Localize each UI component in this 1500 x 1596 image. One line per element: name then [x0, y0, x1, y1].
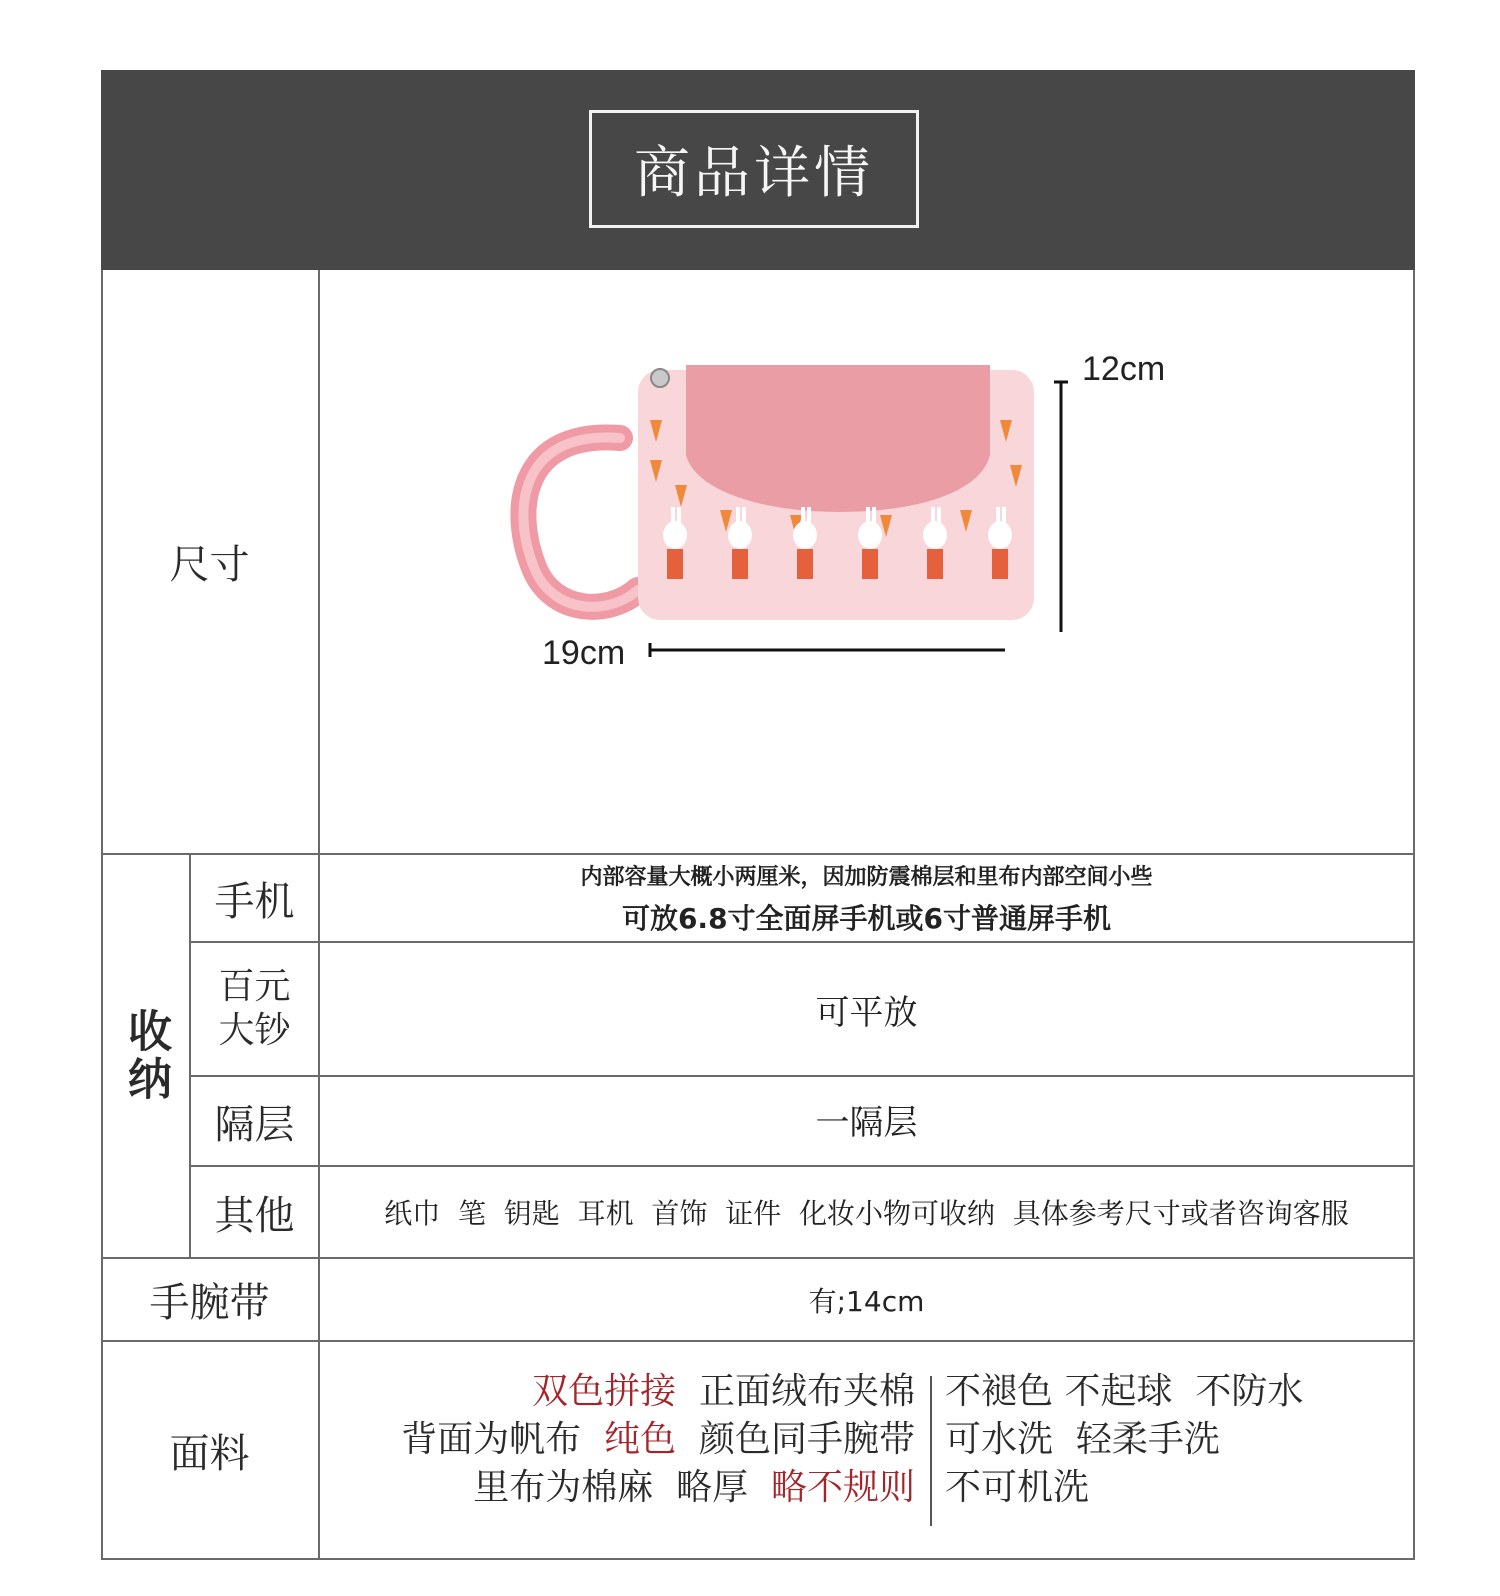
fabric-right-block	[945, 1368, 1405, 1528]
fabric-left-line1	[532, 1368, 915, 1416]
header-title: 商品详情	[634, 141, 874, 206]
size-image-area	[320, 270, 1413, 853]
fabric-right-line1: 不褪色 不起球 不防水	[945, 1371, 1304, 1412]
phone-value	[320, 855, 1413, 941]
other-value: 纸巾 笔 钥匙 耳机 首饰 证件 化妆小物可收纳 具体参考尺寸或者咨询客服	[384, 1197, 1349, 1230]
cash-label	[191, 943, 318, 1075]
phone-label: 手机	[214, 878, 295, 925]
fabric-value	[320, 1342, 1413, 1558]
width-label: 19cm	[542, 634, 626, 672]
storage-label	[101, 855, 189, 1257]
fabric-color: 颜色同手腕带	[698, 1419, 915, 1460]
fabric-label: 面料	[169, 1430, 250, 1477]
fabric-lining: 里布为棉麻 略厚	[473, 1467, 749, 1508]
product-detail-table	[101, 70, 1415, 1560]
border-bottom	[101, 1558, 1415, 1560]
cash-label-line2: 大钞	[218, 1010, 291, 1051]
fabric-left-line3	[473, 1464, 915, 1512]
bag-flap	[686, 365, 990, 512]
fabric-right-line3: 不可机洗	[945, 1467, 1090, 1508]
cash-label-line1: 百元	[218, 966, 291, 1007]
fabric-solid: 纯色	[604, 1419, 677, 1460]
fabric-back: 背面为帆布	[401, 1419, 582, 1460]
border-right	[1413, 270, 1415, 1560]
size-label: 尺寸	[169, 542, 250, 588]
fabric-right-line2: 可水洗 轻柔手洗	[945, 1419, 1220, 1460]
fabric-two-tone: 双色拼接	[532, 1371, 677, 1412]
strap-label: 手腕带	[149, 1280, 270, 1326]
zipper-pull	[651, 369, 669, 387]
other-label: 其他	[214, 1192, 295, 1239]
phone-value-line1: 内部容量大概小两厘米，因加防震棉层和里布内部空间小些	[580, 864, 1153, 890]
height-label: 12cm	[1082, 350, 1166, 388]
fabric-divider	[930, 1376, 932, 1526]
header-bar	[101, 70, 1415, 270]
fabric-left-line2	[401, 1416, 915, 1464]
header-title-box	[589, 110, 919, 228]
storage-label-text: 收纳	[120, 1008, 171, 1104]
cash-value: 可平放	[815, 992, 918, 1033]
bag-dimension-illustration	[320, 270, 1413, 853]
phone-value-line2: 可放6.8寸全面屏手机或6寸普通屏手机	[621, 901, 1112, 935]
fabric-irregular: 略不规则	[770, 1467, 915, 1508]
fabric-left-block	[320, 1368, 915, 1528]
layer-label: 隔层	[214, 1101, 295, 1148]
layer-value: 一隔层	[815, 1103, 918, 1143]
strap-value: 有;14cm	[808, 1284, 925, 1318]
fabric-front: 正面绒布夹棉	[698, 1371, 915, 1412]
